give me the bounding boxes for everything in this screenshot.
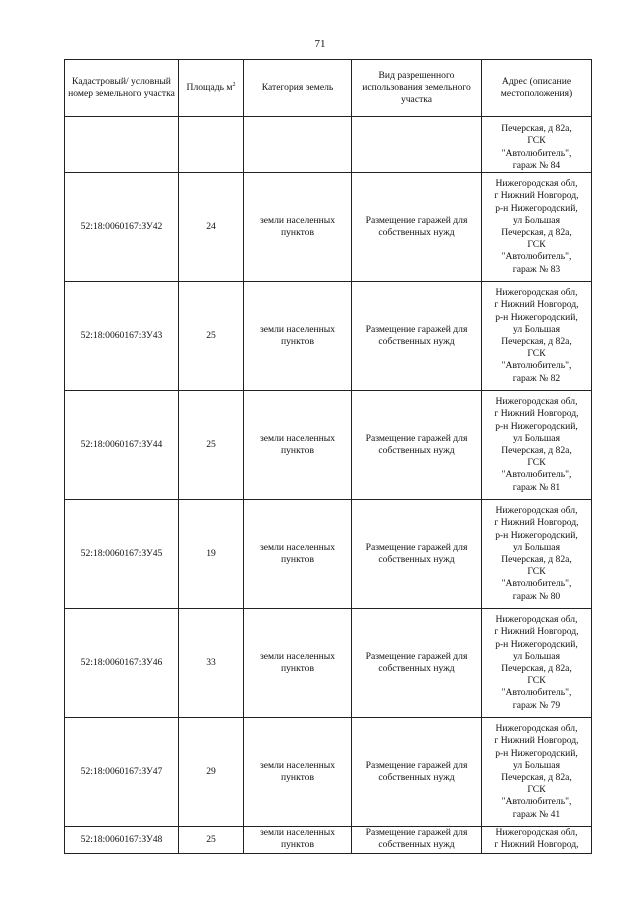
cell-area: 25 <box>179 827 244 854</box>
cell-address: Нижегородская обл, г Нижний Новгород, р-н Нижегородский, ул Большая Печерская, д 82а, ГСК "Автолюбитель", гараж № 83 <box>482 173 592 282</box>
header-cadastral: Кадастровый/ условный номер земельного участка <box>65 60 179 117</box>
land-plots-table <box>64 59 592 854</box>
cell-cadastral: 52:18:0060167:ЗУ45 <box>65 500 179 609</box>
cell-area: 19 <box>179 500 244 609</box>
table-row <box>65 609 592 718</box>
cell-area: 29 <box>179 718 244 827</box>
header-category: Категория земель <box>244 60 352 117</box>
header-area-label: Площадь м <box>186 81 233 93</box>
table-row <box>65 391 592 500</box>
cell-cadastral: 52:18:0060167:ЗУ43 <box>65 282 179 391</box>
cell-cadastral: 52:18:0060167:ЗУ44 <box>65 391 179 500</box>
cell-area <box>179 117 244 173</box>
header-use: Вид разрешенного использования земельного участка <box>352 60 482 117</box>
page-number: 71 <box>314 38 326 50</box>
cell-address: Нижегородская обл, г Нижний Новгород, р-н Нижегородский, ул Большая Печерская, д 82а, ГСК "Автолюбитель", гараж № 79 <box>482 609 592 718</box>
table-row <box>65 173 592 282</box>
cell-area: 24 <box>179 173 244 282</box>
table-row <box>65 827 592 854</box>
cell-cadastral: 52:18:0060167:ЗУ42 <box>65 173 179 282</box>
cell-category <box>244 117 352 173</box>
cell-use <box>352 117 482 173</box>
cell-use: Размещение гаражей для собственных нужд <box>352 827 482 854</box>
cell-area: 25 <box>179 391 244 500</box>
header-address: Адрес (описание местоположения) <box>482 60 592 117</box>
cell-category: земли населенных пунктов <box>244 718 352 827</box>
cell-category: земли населенных пунктов <box>244 282 352 391</box>
cell-address: Нижегородская обл, г Нижний Новгород, р-н Нижегородский, ул Большая Печерская, д 82а, ГСК "Автолюбитель", гараж № 80 <box>482 500 592 609</box>
cell-area: 33 <box>179 609 244 718</box>
cell-area: 25 <box>179 282 244 391</box>
cell-cadastral: 52:18:0060167:ЗУ46 <box>65 609 179 718</box>
cell-use: Размещение гаражей для собственных нужд <box>352 173 482 282</box>
cell-use: Размещение гаражей для собственных нужд <box>352 609 482 718</box>
cell-category: земли населенных пунктов <box>244 173 352 282</box>
cell-cadastral: 52:18:0060167:ЗУ48 <box>65 827 179 854</box>
cell-address: Нижегородская обл, г Нижний Новгород, <box>482 827 592 854</box>
cell-address: Печерская, д 82а, ГСК "Автолюбитель", гараж № 84 <box>482 117 592 173</box>
header-area <box>179 60 244 117</box>
cell-use: Размещение гаражей для собственных нужд <box>352 500 482 609</box>
table-row-continuation <box>65 117 592 173</box>
cell-cadastral <box>65 117 179 173</box>
header-area-unit-exponent: 2 <box>232 81 236 88</box>
cell-address: Нижегородская обл, г Нижний Новгород, р-н Нижегородский, ул Большая Печерская, д 82а, ГСК "Автолюбитель", гараж № 82 <box>482 282 592 391</box>
cell-use: Размещение гаражей для собственных нужд <box>352 718 482 827</box>
cell-category: земли населенных пунктов <box>244 609 352 718</box>
table-row <box>65 718 592 827</box>
cell-use: Размещение гаражей для собственных нужд <box>352 391 482 500</box>
cell-address: Нижегородская обл, г Нижний Новгород, р-н Нижегородский, ул Большая Печерская, д 82а, ГСК "Автолюбитель", гараж № 41 <box>482 718 592 827</box>
cell-category: земли населенных пунктов <box>244 391 352 500</box>
table-row <box>65 282 592 391</box>
cell-cadastral: 52:18:0060167:ЗУ47 <box>65 718 179 827</box>
cell-category: земли населенных пунктов <box>244 500 352 609</box>
cell-use: Размещение гаражей для собственных нужд <box>352 282 482 391</box>
cell-category: земли населенных пунктов <box>244 827 352 854</box>
table-row <box>65 500 592 609</box>
cell-address: Нижегородская обл, г Нижний Новгород, р-н Нижегородский, ул Большая Печерская, д 82а, ГСК "Автолюбитель", гараж № 81 <box>482 391 592 500</box>
table-header-row <box>65 60 592 117</box>
